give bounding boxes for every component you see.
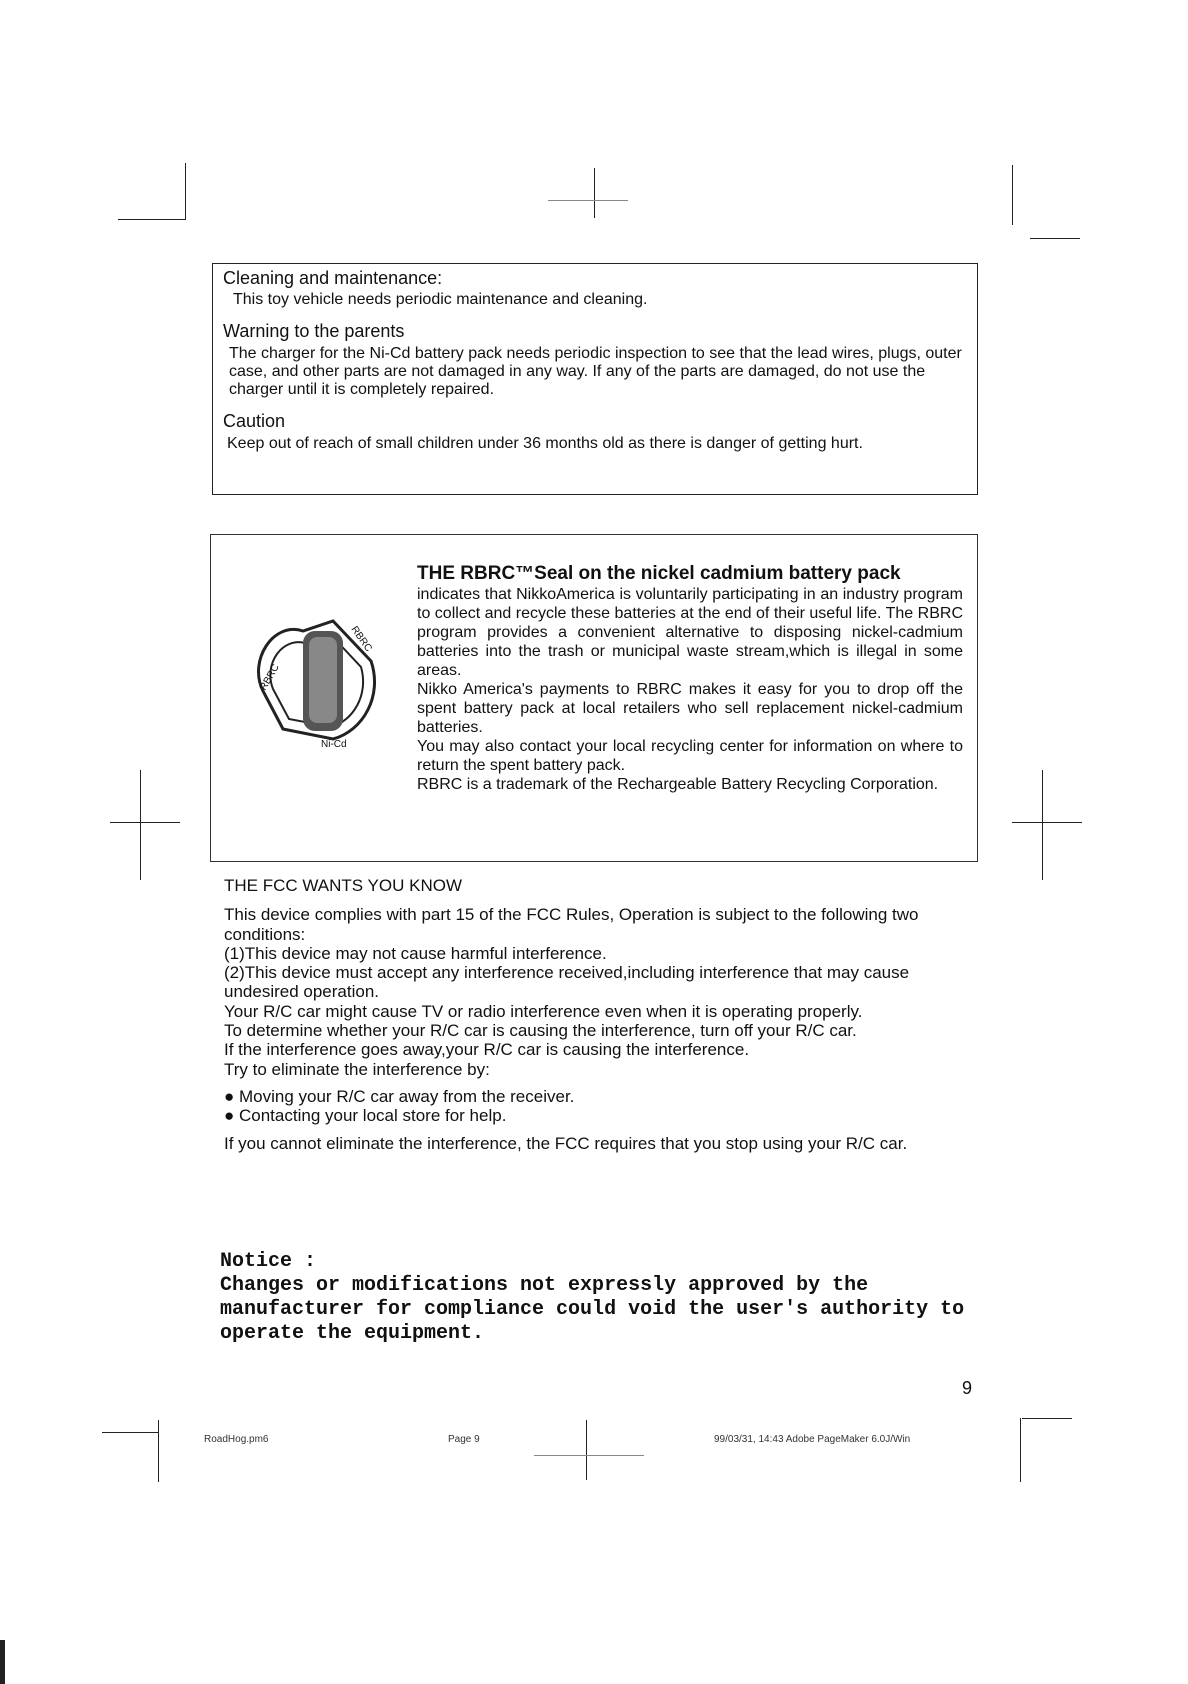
- fcc-bullet-1-text: Moving your R/C car away from the receiver.: [239, 1086, 575, 1106]
- crop-mark: [185, 163, 186, 219]
- crop-mark: [158, 1420, 159, 1482]
- fcc-bullet-2-text: Contacting your local store for help.: [239, 1106, 507, 1126]
- rbrc-p2: Nikko America's payments to RBRC makes it easy for you to drop off the spent battery pack at local retailers who sell replacement nickel-cadmium batteries.: [417, 681, 963, 736]
- fcc-condition-2: (2)This device must accept any interference received,including interference that may cause undesired operation.: [224, 963, 910, 1002]
- rbrc-p3: You may also contact your local recycling center for information on where to return the spent battery pack.: [417, 738, 963, 774]
- cleaning-text: This toy vehicle needs periodic maintenance and cleaning.: [233, 291, 648, 308]
- fcc-p2: Your R/C car might cause TV or radio interference even when it is operating properly.: [224, 1001, 863, 1021]
- bullet-icon: ●: [224, 1106, 239, 1126]
- crop-mark: [102, 1432, 158, 1433]
- footer-file: RoadHog.pm6: [204, 1434, 269, 1445]
- caution-heading: Caution: [223, 411, 286, 431]
- fcc-condition-1: (1)This device may not cause harmful interference.: [224, 943, 607, 963]
- crop-mark: [1022, 1418, 1072, 1419]
- scan-edge-mark: [0, 1640, 5, 1684]
- notice-text: Changes or modifications not expressly approved by the manufacturer for compliance could void the user's authority to operate the equipment.: [220, 1274, 965, 1345]
- rbrc-seal-graphic: [243, 601, 393, 751]
- rbrc-seal-label: Ni-Cd: [321, 739, 347, 750]
- crop-mark: [118, 219, 186, 220]
- fcc-p1: This device complies with part 15 of the FCC Rules, Operation is subject to the following two conditions:: [224, 905, 919, 944]
- registration-mark: [586, 1420, 587, 1480]
- crop-mark: [1020, 1418, 1021, 1482]
- warning-text: The charger for the Ni-Cd battery pack needs periodic inspection to see that the lead wires, plugs, outer case, and other parts are not damaged in any way. If any of the parts are damaged, do not use the charger until it is completely repaired.: [229, 345, 962, 398]
- rbrc-seal-logo: [243, 601, 393, 751]
- page-number: 9: [962, 1378, 973, 1398]
- rbrc-box: [210, 534, 978, 862]
- fcc-p6: If you cannot eliminate the interference, the FCC requires that you stop using your R/C car.: [224, 1133, 908, 1153]
- cleaning-heading: Cleaning and maintenance:: [223, 268, 443, 288]
- maintenance-box: [212, 263, 978, 495]
- registration-mark: [1042, 770, 1043, 880]
- fcc-p3: To determine whether your R/C car is causing the interference, turn off your R/C car.: [224, 1021, 857, 1041]
- crop-mark: [1030, 238, 1080, 239]
- notice-label: Notice :: [220, 1250, 317, 1273]
- registration-mark: [534, 1455, 644, 1456]
- rbrc-p1: indicates that NikkoAmerica is voluntarily participating in an industry program to collect and recycle these batteries at the end of their useful life. The RBRC program provides a convenient alternative to disposing nickel-cadmium batteries into the trash or municipal waste stream,which is illegal in some areas.: [417, 586, 963, 679]
- registration-mark: [548, 200, 628, 201]
- rbrc-seal-right: RBRC: [348, 624, 374, 654]
- fcc-p4: If the interference goes away,your R/C car is causing the interference.: [224, 1040, 750, 1060]
- registration-mark: [110, 822, 180, 823]
- warning-heading: Warning to the parents: [223, 321, 405, 341]
- fcc-heading: THE FCC WANTS YOU KNOW: [224, 876, 462, 895]
- notice-section: [220, 1250, 980, 1346]
- fcc-bullet-1: [224, 1087, 976, 1106]
- fcc-p5: Try to eliminate the interference by:: [224, 1059, 490, 1079]
- rbrc-seal-left: RBRC: [258, 662, 282, 693]
- rbrc-p4: RBRC is a trademark of the Rechargeable Battery Recycling Corporation.: [417, 776, 939, 793]
- rbrc-title: THE RBRC™Seal on the nickel cadmium battery pack: [417, 563, 901, 584]
- registration-mark: [1012, 822, 1082, 823]
- fcc-section: [224, 876, 976, 1153]
- footer-stamp: 99/03/31, 14:43 Adobe PageMaker 6.0J/Win: [714, 1434, 911, 1445]
- fcc-bullet-2: [224, 1106, 976, 1125]
- bullet-icon: ●: [224, 1086, 239, 1106]
- footer-page: Page 9: [448, 1434, 480, 1445]
- registration-mark: [594, 168, 595, 218]
- crop-mark: [1012, 165, 1013, 225]
- caution-text: Keep out of reach of small children under 36 months old as there is danger of getting hurt.: [227, 435, 863, 452]
- registration-mark: [140, 770, 141, 880]
